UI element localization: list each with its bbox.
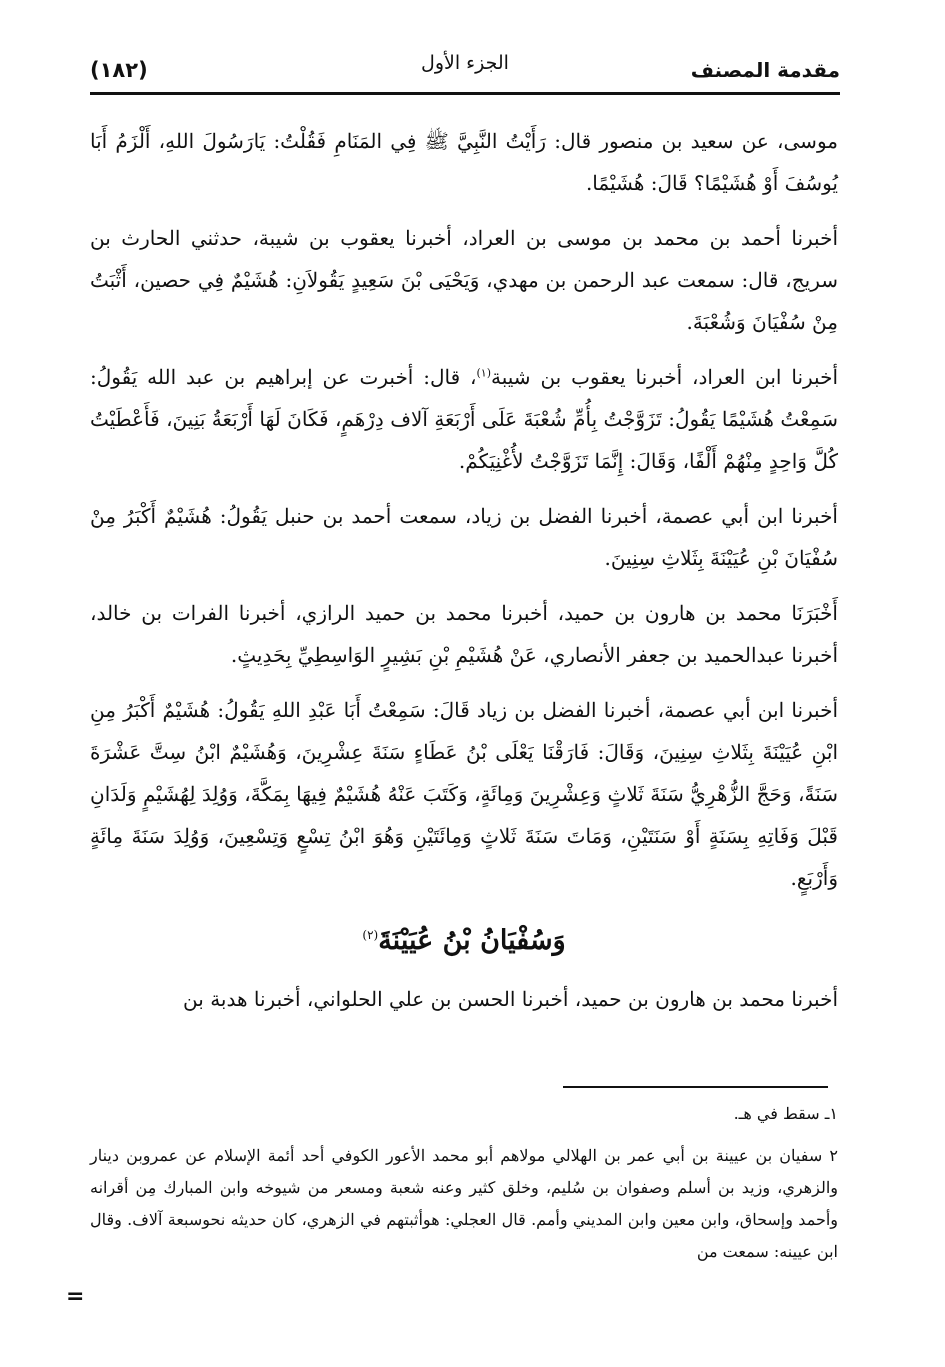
paragraph-text: ، قال: أخبرت عن إبراهيم بن عبد الله يَقُولُ: سَمِعْتُ هُشَيْمًا يَقُولُ: تَزَوَّجْتُ بِأُمِّ شُعْبَةَ عَلَى أَرْبَعَةِ آلاف دِرْهَمٍ، فَكَانَ لَهَا أَرْبَعَةُ بَنِينَ، فَأَعْطَيْتُ كُلَّ وَاحِدٍ مِنْهُمْ أَلْفًا، وَقَالَ: إِنَّمَا تَزَوَّجْتُ لأُغْنِيَكُمْ. — [90, 365, 838, 473]
part-title: الجزء الأول — [421, 52, 509, 74]
section-heading — [90, 912, 838, 964]
footnote-ref[interactable]: (١) — [476, 366, 492, 380]
paragraph: أخبرنا أحمد بن محمد بن موسى بن العراد، أخبرنا يعقوب بن شيبة، حدثني الحارث بن سريج، قال: سمعت عبد الرحمن بن مهدي، وَيَحْيَى بْنَ سَعِيدٍ يَقُولاَنِ: هُشَيْمٌ فِي حصين، أَثْبَتُ مِنْ سُفْيَانَ وَشُعْبَةَ. — [90, 226, 838, 334]
section-heading-text: وَسُفْيَانُ بْنُ عُيَيْنَةَ — [378, 925, 566, 956]
footnote-ref[interactable]: (٢) — [362, 928, 379, 942]
footnote-divider — [563, 1086, 828, 1088]
paragraph — [90, 356, 838, 482]
paragraph-text: أخبرنا ابن العراد، أخبرنا يعقوب بن شيبة — [491, 365, 838, 389]
footnote: ١ـ سقط في هـ. — [733, 1104, 838, 1123]
paragraph: أخبرنا محمد بن هارون بن حميد، أخبرنا الحسن بن علي الحلواني، أخبرنا هدبة بن — [183, 987, 838, 1011]
paragraph: أخبرنا ابن أبي عصمة، أخبرنا الفضل بن زياد قَالَ: سَمِعْتُ أَبَا عَبْدِ اللهِ يَقُولُ: هُشَيْمٌ أَكْبَرُ مِنِ ابْنِ عُيَيْنَةَ بِثَلاثِ سِنِينَ، وَقَالَ: فَارَقْنَا يَعْلَى بْنُ عَطَاءٍ سَنَةَ عِشْرِينَ، وَهُشَيْمٌ ابْنُ سِتَّ عَشْرَةَ سَنَةً، وَحَجَّ الزُّهْرِيُّ سَنَةَ ثَلاثٍ وَعِشْرِينَ وَمِائَةٍ، وَكَتَبَ عَنْهُ هُشَيْمٌ فِيهَا بِمَكَّةَ، وَوُلِدَ لِهُشَيْمٍ وَلَدَانِ قَبْلَ وَفَاتِهِ بِسَنَةٍ أَوْ سَنَتَيْنِ، وَمَاتَ سَنَةَ ثَلاثٍ وَمِائَتَيْنِ وَهُوَ ابْنُ تِسْعٍ وَتِسْعِينَ، وَوُلِدَ سَنَةَ مِائَةٍ وَأَرْبَعٍ. — [90, 698, 838, 890]
paragraph: أخبرنا ابن أبي عصمة، أخبرنا الفضل بن زياد، سمعت أحمد بن حنبل يَقُولُ: هُشَيْمٌ أَكْبَرُ مِنْ سُفْيَانَ بْنِ عُيَيْنَةَ بِثَلاثِ سِنِينَ. — [90, 504, 838, 570]
chapter-title: مقدمة المصنف — [690, 58, 840, 82]
footnote: ٢ سفيان بن عيينة بن أبي عمر بن الهلالي مولاهم أبو محمد الأعور الكوفي أحد أئمة الإسلام عن عمروبن دينار والزهري، وزيد بن أسلم وصفوان بن سُليم، وخلق كثير وعنه شعبة ومسعر من شيوخه وابن المبارك مِن أقرانه وأحمد وإسحاق، وابن معين وابن المديني وأمم. قال العجلي: هوأثبتهم في الزهري، كان حديثه نحوسبعة آلاف. وقال ابن عيينه: سمعت من — [90, 1146, 838, 1261]
page-header — [90, 52, 840, 90]
footnotes — [90, 1098, 838, 1278]
continuation-mark: = — [66, 1284, 85, 1309]
header-divider — [90, 92, 840, 95]
paragraph: موسى، عن سعيد بن منصور قال: رَأَيْتُ النَّبِيَّ ﷺ فِي المَنَامِ فَقُلْتُ: يَارَسُولَ اللهِ، أَلْزَمُ أَبَا يُوسُفَ أَوْ هُشَيْمًا؟ قَالَ: هُشَيْمًا. — [90, 129, 838, 195]
page-number: (١٨٢) — [90, 58, 148, 82]
main-text — [90, 120, 838, 1033]
paragraph: أَخْبَرَنَا محمد بن هارون بن حميد، أخبرنا محمد بن حميد الرازي، أخبرنا الفرات بن خالد، أخبرنا عبدالحميد بن جعفر الأنصاري، عَنْ هُشَيْمِ بْنِ بَشِيرٍ الوَاسِطِيِّ بِحَدِيثٍ. — [90, 601, 838, 667]
